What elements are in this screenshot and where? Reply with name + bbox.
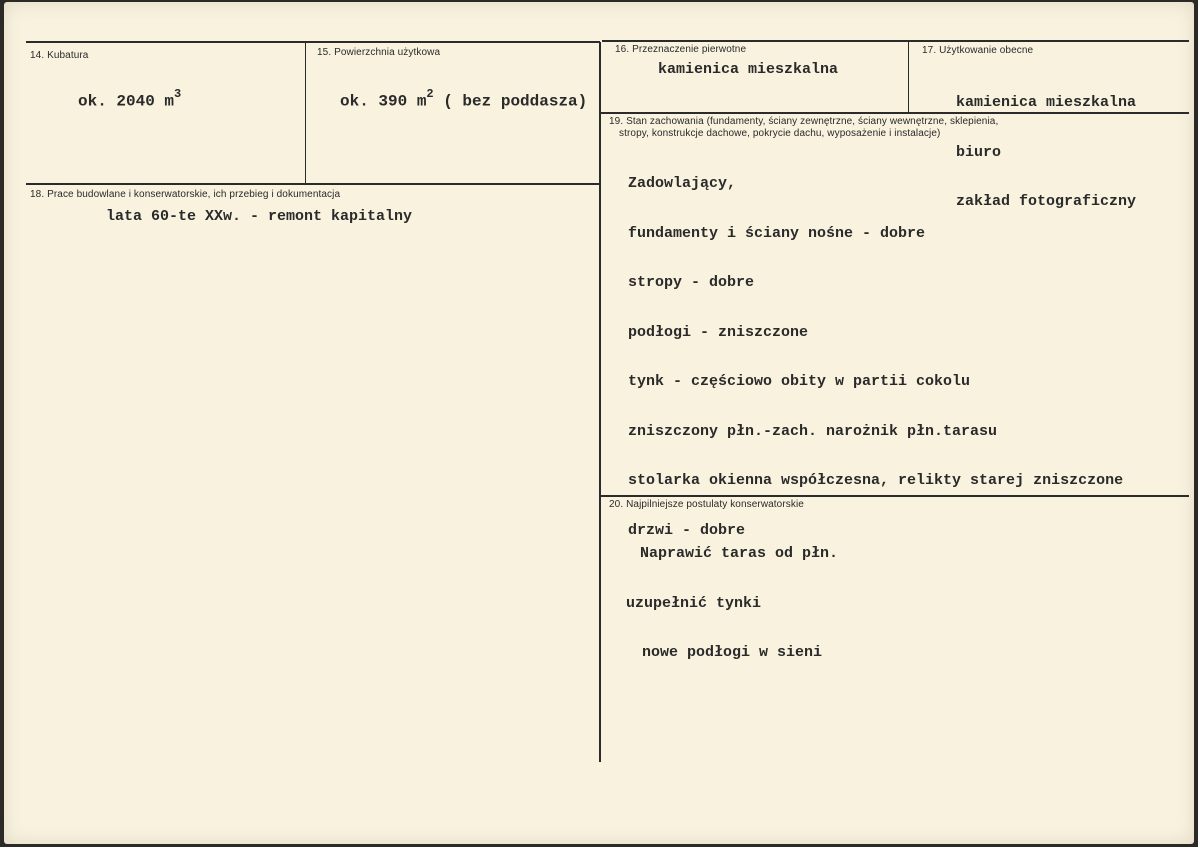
field-19-line: fundamenty i ściany nośne - dobre [628,224,926,242]
field-15-unit-exponent: 2 [426,87,434,101]
field-17-label: 17. Użytkowanie obecne [922,45,1034,56]
field-14-label: 14. Kubatura [30,50,89,61]
field-15-value: ok. 390 $m^2$ ( bez poddasza) [340,87,588,111]
field-19-line: drzwi - dobre [628,521,746,539]
field-16-label: 16. Przeznaczenie pierwotne [615,44,747,55]
field-14-value: ok. 2040 $m^3$ [78,87,182,111]
field-17-line: biuro [956,143,1002,161]
field-20-line: Naprawić taras od płn. [640,545,839,562]
field-19-line: stolarka okienna współczesna, relikty starej zniszczone [628,472,1124,489]
field-19-line: stropy - dobre [628,274,755,291]
divider-16-17 [908,42,909,112]
field-14-unit-exponent: 3 [174,87,182,101]
field-15-label: 15. Powierzchnia użytkowa [317,47,441,58]
top-border-left [26,41,600,43]
field-18-label: 18. Prace budowlane i konserwatorskie, ich przebieg i dokumentacja [30,189,341,200]
rule-below-14-15 [26,183,600,185]
field-20-label: 20. Najpilniejsze postulaty konserwatorskie [609,499,804,510]
field-19-line: podłogi - zniszczone [628,323,809,341]
field-19-label-line2: stropy, konstrukcje dachowe, pokrycie dachu, wyposażenie i instalacje) [619,128,941,139]
top-border-right [602,40,1189,42]
field-19-line: tynk - częściowo obity w partii cokolu [628,373,971,390]
field-20-line: nowe podłogi w sieni [642,644,823,661]
field-17-line: kamienica mieszkalna [956,94,1137,111]
field-20-value [626,513,839,695]
inventory-card [4,2,1194,844]
divider-main [599,42,601,762]
divider-14-15 [305,43,306,183]
field-19-line: zniszczony płn.-zach. narożnik płn.tarasu [628,422,998,440]
field-18-value: lata 60-te XXw. - remont kapitalny [106,208,413,225]
field-20-line: uzupełnić tynki [626,594,762,612]
field-19-label-line1: 19. Stan zachowania (fundamenty, ściany zewnętrzne, ściany wewnętrzne, sklepienia, [609,116,999,127]
field-19-line: Zadowlający, [628,175,737,192]
field-17-line: zakład fotograficzny [956,193,1137,210]
field-16-value: kamienica mieszkalna [658,61,839,78]
